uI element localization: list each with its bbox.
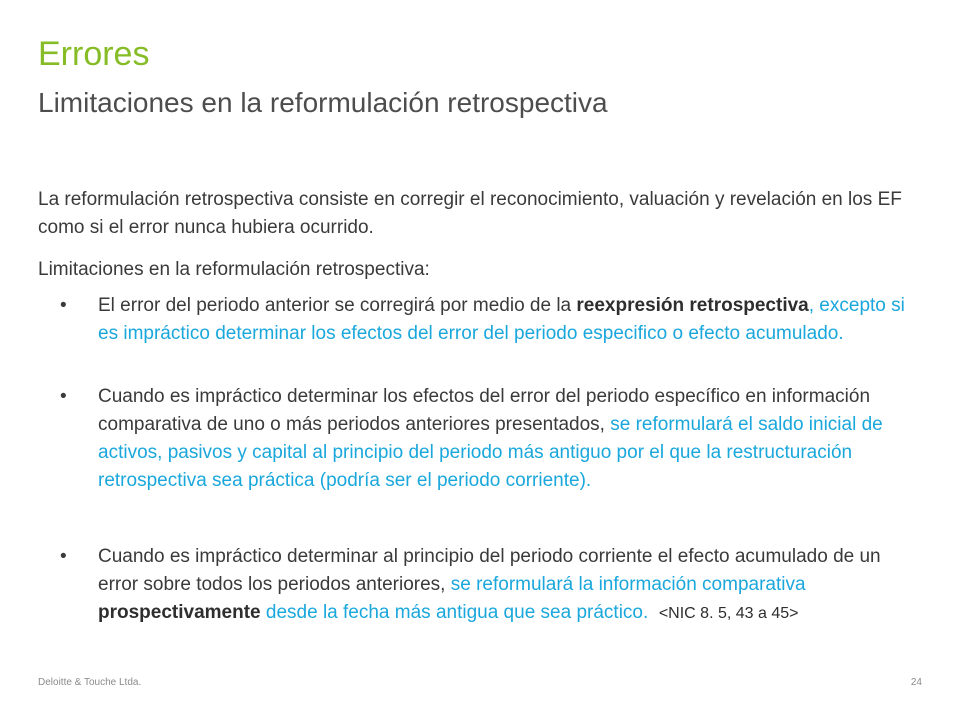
bullet-text	[98, 543, 922, 628]
bullet-marker: •	[60, 295, 67, 316]
bullet-text-bold: reexpresión retrospectiva	[576, 295, 809, 316]
bullet-text	[98, 383, 922, 495]
bullet-item-2	[60, 383, 922, 495]
bullet-marker: •	[60, 546, 67, 567]
bullet-text	[98, 292, 922, 348]
bullet-marker: •	[60, 386, 67, 407]
bullet-item-1	[60, 292, 922, 348]
bullet-text-plain: Cuando es impráctico determinar al principio del periodo corriente el efecto acumulado de un error sobre todos los periodos anteriores,	[98, 546, 881, 595]
bullet-item-3	[60, 543, 922, 628]
slide-subtitle: Limitaciones en la reformulación retrospectiva	[38, 87, 608, 118]
bullet-text-plain: Cuando es impráctico determinar los efectos del error del periodo específico en información comparativa de uno o más periodos anteriores presentados,	[98, 386, 871, 435]
slide-title: Errores	[38, 35, 150, 73]
bullet-text-bold: prospectivamente	[98, 602, 261, 623]
bullet-text-highlight: , excepto si es impráctico determinar los efectos del error del periodo especifico o efecto acumulado.	[98, 295, 905, 344]
footer-company: Deloitte & Touche Ltda.	[38, 677, 142, 688]
bullet-text-highlight: se reformulará la información comparativa	[450, 574, 806, 595]
intro-paragraph: La reformulación retrospectiva consiste en corregir el reconocimiento, valuación y revelación en los EF como si el error nunca hubiera ocurrido.	[38, 189, 902, 238]
bullet-text-highlight: desde la fecha más antigua que sea práctico.	[260, 602, 649, 623]
bullet-text-plain: El error del periodo anterior se corregirá por medio de la	[98, 295, 577, 316]
standard-reference: <NIC 8. 5, 43 a 45>	[658, 605, 799, 622]
limits-heading: Limitaciones en la reformulación retrospectiva:	[38, 259, 430, 280]
bullet-text-highlight: se reformulará el saldo inicial de activos, pasivos y capital al principio del periodo más antiguo por el que la restructuración retrospectiva sea práctica (podría ser el periodo corriente).	[98, 414, 883, 491]
page-number: 24	[910, 677, 922, 688]
